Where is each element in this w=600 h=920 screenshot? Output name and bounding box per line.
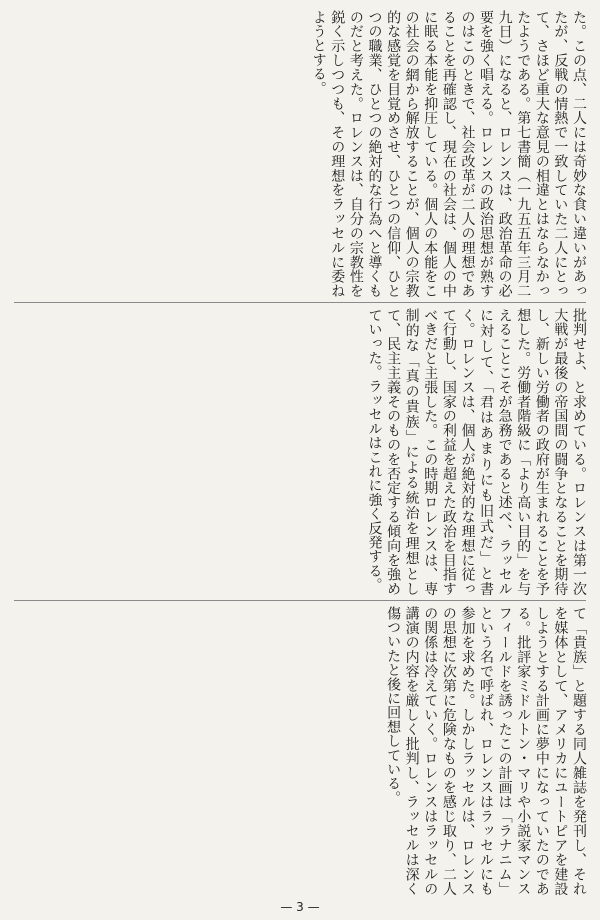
text-block-top: た。この点、二人には奇妙な食い違いがあったが、反戦の情熱で一致していた二人にとって、さほど重大な意見の相違とはならなかったようである。第七書簡（一九五五年三月二九日）になると、ロレンスは、政治革命の必要を強く唱える。ロレンスの政治思想が熟すのはこのときで、社会改革が二人の理想であることを再確認し、現在の社会は、個人の中に眠る本能を抑圧している。個人の本能をこの社会の網から解放することが、個人の宗教的な感覚を目覚めさせ、ひとつの信仰、ひとつの職業、ひとつの絶対的な行為へと導くものだと考えた。ロレンスは、自分の宗教性を鋭く示しつつも、その理想をラッセルに委ねようとする。 [310, 10, 587, 298]
text-tier-bottom [10, 606, 590, 896]
text-tier-top [10, 10, 590, 298]
text-block-bottom: て「貴族」と題する同人雑誌を発刊し、それを媒体として、アメリカにユートピアを建設しようとする計画に夢中になっていたのである。批評家ミドルトン・マリや小説家マンスフィールドを誘ったこの計画は「ラナニム」という名で呼ばれ、ロレンスはラッセルにも参加を求めた。しかしラッセルは、ロレンスの思想に次第に危険なものを感じ取り、二人の関係は冷えていく。ロレンスはラッセルの講演の内容を厳しく批判し、ラッセルは深く傷ついたと後に回想している。 [385, 606, 587, 896]
tier-divider-1 [14, 302, 586, 303]
text-tier-middle [10, 308, 590, 596]
text-block-middle: 批判せよ、と求めている。ロレンスは第一次大戦が最後の帝国間の闘争となることを期待し、新しい労働者の政府が生まれることを予想した。労働者階級に「より高い目的」を与えることこそが急務であると述べ、ラッセルに対して、「君はあまりにも旧式だ」と書く。ロレンスは、個人が絶対的な理想に従って行動し、国家の利益を超えた政治を目指すべきだと主張した。この時期ロレンスは、専制的な「真の貴族」による統治を理想として、民主主義そのものを否定する傾向を強めていった。ラッセルはこれに強く反発する。 [366, 308, 587, 596]
page-number: — 3 — [280, 900, 320, 914]
tier-divider-2 [14, 600, 586, 601]
